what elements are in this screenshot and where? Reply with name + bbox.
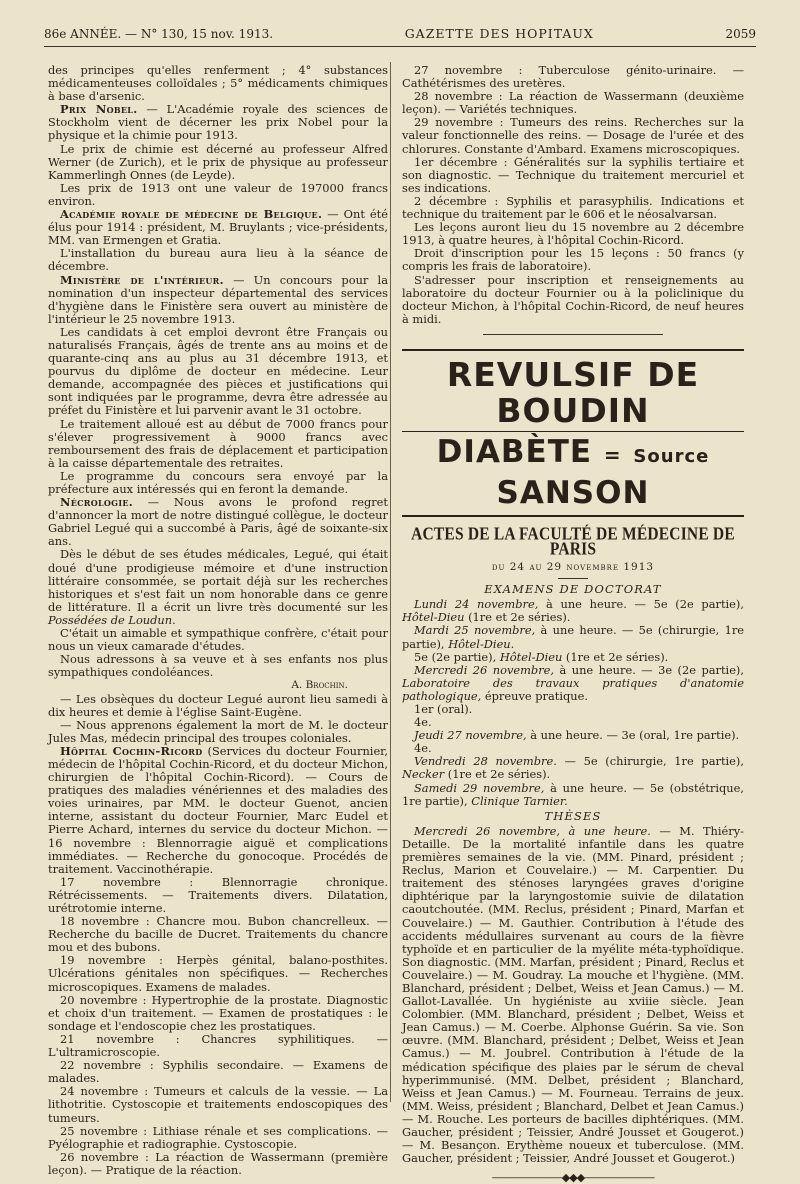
paragraph: Le traitement alloué est au début de 7000 francs pour s'élever progressivement à 9000 francs avec remboursement des frais de déplacement et participation à la caisse départementale des retraites. bbox=[48, 416, 388, 470]
lesson-item: 17 novembre : Blennorragie chronique. Rétrécissements. — Traitements divers. Dilatation, urétrotomie interne. bbox=[48, 874, 388, 915]
exam-entry: 1er (oral). bbox=[414, 702, 473, 716]
lesson-item: 18 novembre : Chancre mou. Bubon chancrelleux. — Recherche du bacille de Ducret. Traitements du chancre mou et des bubons. bbox=[48, 914, 388, 955]
header-title: GAZETTE DES HOPITAUX bbox=[404, 26, 594, 41]
actes-title: ACTES DE LA FACULTÉ DE MÉDECINE DE PARIS bbox=[411, 524, 735, 560]
paragraph: Dès le début de ses études médicales, Legué, qui était doué d'une prodigieuse mémoire et d'une instruction littéraire consommée, se portait déjà sur les recherches historiques et s'est fait un nom honorable dans ce genre de littérature. Il a écrit un livre très documenté sur les Possédées de Loudun. bbox=[48, 547, 388, 627]
column-divider bbox=[390, 62, 391, 1102]
exam-entry: 5e (2e partie), Hôtel-Dieu (1re et 2e séries). bbox=[414, 649, 669, 664]
header-issue: 86e ANNÉE. — N° 130, 15 nov. 1913. bbox=[44, 27, 274, 41]
actes-subtitle: du 24 au 29 novembre 1913 bbox=[491, 561, 655, 574]
lesson-item: 25 novembre : Lithiase rénale et ses complications. — Pyélographie et radiographie. Cystoscopie. bbox=[48, 1123, 388, 1151]
paragraph: des principes qu'elles renferment ; 4° substances médicamenteuses colloïdales ; 5° médicaments chimiques à base d'arsenic. bbox=[48, 63, 388, 104]
advertisement bbox=[402, 349, 744, 517]
theses-entry: Mercredi 26 novembre, à une heure. — M. Thiéry-Detaille. De la mortalité infantile dans les quatre premières semaines de la vie. (MM. Pinard, président ; Reclus, Marion et Couvelaire.) — M. Carpentier. Du traitement des sténoses laryngées graves d'origine diphtérique par la laryngostomie suivie de dilatation caoutchoutée. (MM. Reclus, président ; Pinard, Marfan et Couvelaire.) — M. Gauthier. Contribution à l'étude des accidents médullaires survenant au cours de la fièvre typhoïde et en particulier de la myélite méta-typhoïdique. Son diagnostic. (MM. Marfan, président ; Pinard, Reclus et Couvelaire.) — M. Goudray. La mouche et l'hygiène. (MM. Blanchard, président ; Delbet, Weiss et Jean Camus.) — M. Gallot-Lavallée. Un hygiéniste au xviiie siècle. Jean Colombier. (MM. Blanchard, président ; Delbet, Weiss et Jean Camus.) — M. Coerbe. Alphonse Guérin. Sa vie. Son œuvre. (MM. Blanchard, président ; Delbet, Weiss et Jean Camus.) — M. Joubrel. Contribution à l'étude de la médication spécifique des plaies par le sérum de cheval hyperimmunisé. (MM. Delbet, président ; Blanchard, Weiss et Jean Camus.) — M. Fourneau. Terrains de jeux. (MM. Weiss, président ; Blanchard, Delbet et Jean Camus.) — M. Rouche. Les porteurs de bacilles diphtériques. (MM. Gaucher, président ; Teissier, André Jousset et Gougerot.) — M. Besançon. Erythème noueux et tuberculose. (MM. Gaucher, président ; Teissier, André Jousset et Gougerot.) bbox=[402, 823, 744, 1166]
right-column bbox=[402, 64, 744, 1184]
exam-entry: Lundi 24 novembre, à une heure. — 5e (2e partie), Hôtel-Dieu (1re et 2e séries). bbox=[402, 597, 744, 625]
paragraph: S'adresser pour inscription et renseignements au laboratoire du docteur Fournier ou à la policlinique du docteur Michon, à l'hôpital Cochin-Ricord, de neuf heures à midi. bbox=[402, 272, 744, 326]
lesson-item: 26 novembre : La réaction de Wassermann (première leçon). — Pratique de la réaction. bbox=[48, 1149, 388, 1177]
paragraph: Droit d'inscription pour les 15 leçons : 50 francs (y compris les frais de laboratoire). bbox=[402, 246, 744, 274]
exam-entry: 4e. bbox=[414, 715, 432, 730]
lesson-item: 1er décembre : Généralités sur la syphilis tertiaire et son diagnostic. — Technique du traitement mercuriel et ses indications. bbox=[402, 154, 744, 195]
left-column bbox=[48, 64, 388, 1177]
lesson-item: 21 novembre : Chancres syphilitiques. — L'ultramicroscopie. bbox=[48, 1031, 388, 1060]
theses-heading: THÈSES bbox=[544, 808, 602, 823]
lesson-item: 2 décembre : Syphilis et parasyphilis. Indications et technique du traitement par le 606 et le néosalvarsan. bbox=[402, 193, 744, 222]
section-head: Prix Nobel. bbox=[60, 102, 138, 117]
lesson-item: 29 novembre : Tumeurs des reins. Recherches sur la valeur fonctionnelle des reins. — Dosage de l'urée et des chlorures. Constante d'Ambard. Examens microscopiques. bbox=[402, 115, 744, 156]
lesson-item: 19 novembre : Herpès génital, balano-posthites. Ulcérations génitales non spécifiques. — Recherches microscopiques. Examens de malades. bbox=[48, 953, 388, 994]
paragraph: Le prix de chimie est décerné au professeur Alfred Werner (de Zurich), et le prix de physique au professeur Kammerlingh Onnes (de Leyde). bbox=[48, 141, 388, 182]
ornament-rule: ———————◆◆◆——————— bbox=[491, 1171, 655, 1184]
examens-heading: EXAMENS DE DOCTORAT bbox=[484, 582, 662, 597]
lesson-item: 27 novembre : Tuberculose génito-urinaire. — Cathétérismes des uretères. bbox=[402, 63, 744, 91]
header-page-number: 2059 bbox=[725, 27, 756, 41]
exam-entry: Mardi 25 novembre, à une heure. — 5e (chirurgie, 1re partie), Hôtel-Dieu. bbox=[402, 623, 745, 651]
paragraph: Les leçons auront lieu du 15 novembre au 2 décembre 1913, à quatre heures, à l'hôpital Cochin-Ricord. bbox=[402, 220, 744, 248]
ad-diabete: DIABÈTE = Source SANSON bbox=[402, 431, 744, 511]
paragraph-belgique: Académie royale de médecine de Belgique. — Ont été élus pour 1914 : président, M. Bruylants ; vice-présidents, MM. van Ermengen et Gratia. bbox=[48, 207, 388, 248]
paragraph-necrologie: Nécrologie. — Nous avons le profond regret d'annoncer la mort de notre distingué collègue, le docteur Gabriel Legué qui a succombé à Paris, âgé de soixante-six ans. bbox=[48, 495, 388, 549]
paragraph-cochin: Hôpital Cochin-Ricord (Services du docteur Fournier, médecin de l'hôpital Cochin-Ricord, et du docteur Michon, chirurgien de l'hôpital Cochin-Ricord). — Cours de pratiques des maladies vénériennes et des maladies des voies urinaires, par MM. le docteur Guenot, ancien interne, assistant du docteur Fournier, Marc Eudel et Pierre Achard, internes du service du docteur Michon. — 16 novembre : Blennorragie aiguë et complications immédiates. — Recherche du gonocoque. Procédés de traitement. Vaccinothérapie. bbox=[48, 743, 388, 876]
section-head: Nécrologie. bbox=[60, 495, 134, 510]
exam-entry: Mercredi 26 novembre, à une heure. — 3e (2e partie), Laboratoire des travaux pratiques d'anatomie pathologique, épreuve pratique. bbox=[402, 662, 744, 703]
lesson-item: 22 novembre : Syphilis secondaire. — Examens de malades. bbox=[48, 1058, 388, 1086]
paragraph-ministere: Ministère de l'intérieur. — Un concours pour la nomination d'un inspecteur départemental des services d'hygiène dans le Finistère sera ouvert au ministère de l'intérieur le 25 novembre 1913. bbox=[48, 272, 388, 326]
exam-entry: 4e. bbox=[414, 741, 432, 756]
lesson-item: 24 novembre : Tumeurs et calculs de la vessie. — La lithotritie. Cystoscopie et traitements endoscopiques des tumeurs. bbox=[48, 1084, 388, 1125]
separator-rule bbox=[558, 578, 588, 579]
paragraph: — Nous apprenons également la mort de M. le docteur Jules Mas, médecin principal des troupes coloniales. bbox=[48, 717, 388, 745]
exam-entry: Jeudi 27 novembre, à une heure. — 3e (oral, 1re partie). bbox=[414, 728, 740, 743]
ad-revulsif: REVULSIF DE BOUDIN bbox=[446, 354, 700, 430]
paragraph: Les prix de 1913 ont une valeur de 197000 francs environ. bbox=[48, 180, 388, 208]
header-rule bbox=[44, 46, 756, 47]
paragraph: L'installation du bureau aura lieu à la séance de décembre. bbox=[48, 246, 388, 274]
paragraph: Nous adressons à sa veuve et à ses enfants nos plus sympathiques condoléances. bbox=[48, 652, 388, 680]
separator-rule bbox=[483, 334, 663, 335]
lesson-item: 28 novembre : La réaction de Wassermann (deuxième leçon). — Variétés techniques. bbox=[402, 89, 744, 117]
lesson-item: 20 novembre : Hypertrophie de la prostate. Diagnostic et choix d'un traitement. — Examen de prostatiques : le sondage et l'endoscopie chez les prostatiques. bbox=[48, 992, 388, 1033]
section-head: Ministère de l'intérieur. bbox=[60, 272, 224, 287]
paragraph: Le programme du concours sera envoyé par la préfecture aux intéressés qui en feront la demande. bbox=[48, 468, 388, 496]
exam-entry: Samedi 29 novembre, à une heure. — 5e (obstétrique, 1re partie), Clinique Tarnier. bbox=[402, 780, 744, 808]
section-head: Hôpital Cochin-Ricord bbox=[60, 743, 203, 758]
paragraph: C'était un aimable et sympathique confrère, c'était pour nous un vieux camarade d'études. bbox=[48, 626, 388, 654]
paragraph-nobel: Prix Nobel. — L'Académie royale des sciences de Stockholm vient de décerner les prix Nobel pour la physique et la chimie pour 1913. bbox=[48, 102, 388, 143]
signature: A. Brochin. bbox=[291, 679, 348, 692]
exam-entry: Vendredi 28 novembre. — 5e (chirurgie, 1re partie), Necker (1re et 2e séries). bbox=[402, 754, 744, 782]
section-head: Académie royale de médecine de Belgique. bbox=[60, 207, 323, 222]
paragraph: Les candidats à cet emploi devront être Français ou naturalisés Français, âgés de trente ans au moins et de quarante-cinq ans au plus au 31 décembre 1913, et pourvus du diplôme de docteur en médecine. Leur demande, accompagnée des pièces et justifications qui sont indiquées par le programme, devra être adressée au préfet du Finistère et lui parvenir avant le 31 octobre. bbox=[48, 324, 388, 418]
paragraph: — Les obsèques du docteur Legué auront lieu samedi à dix heures et demie à l'église Saint-Eugène. bbox=[48, 691, 388, 719]
page-header bbox=[44, 26, 756, 44]
